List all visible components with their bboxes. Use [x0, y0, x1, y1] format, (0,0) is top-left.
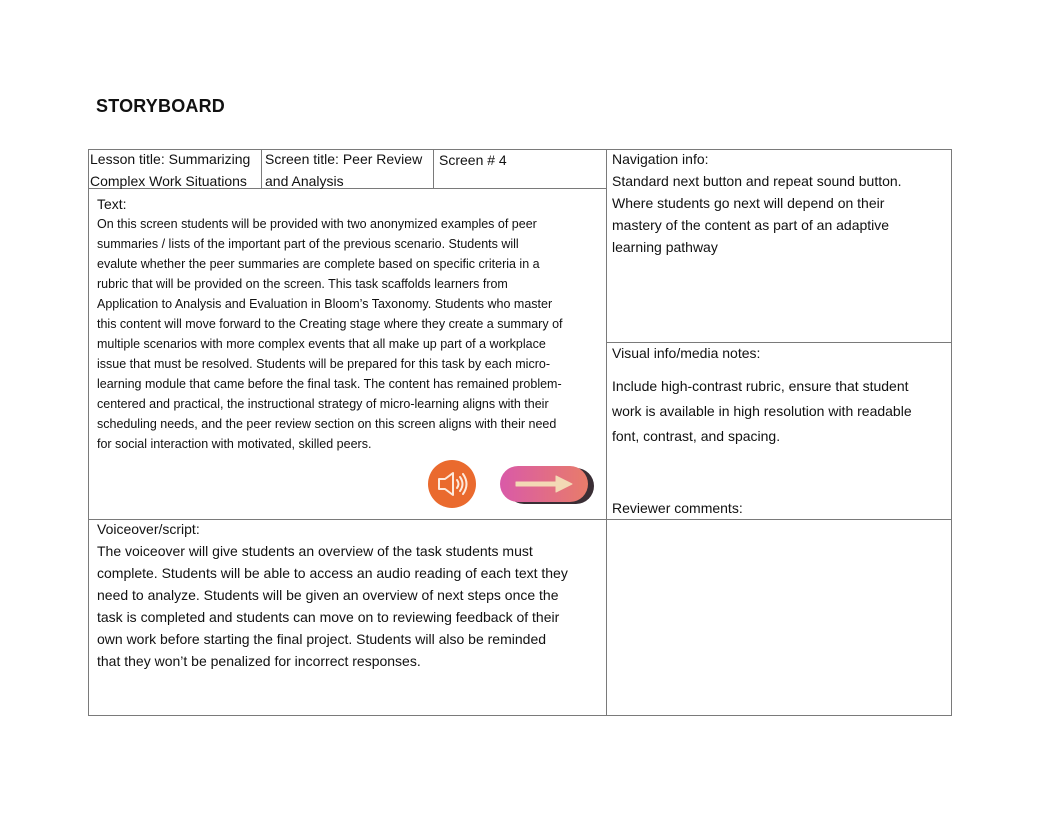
- text-line: centered and practical, the instructional strategy of micro-learning aligns with their: [97, 397, 549, 411]
- navigation-body: [612, 170, 948, 258]
- visual-line: Include high-contrast rubric, ensure that student: [612, 378, 909, 394]
- text-line: Application to Analysis and Evaluation in Bloom’s Taxonomy. Students who master: [97, 297, 553, 311]
- voiceover-body: [97, 540, 602, 672]
- text-label: Text:: [97, 196, 127, 212]
- text-body: [97, 214, 609, 454]
- voiceover-label: Voiceover/script:: [97, 521, 200, 537]
- text-line: evalute whether the peer summaries are complete based on specific criteria in a: [97, 257, 540, 271]
- text-line: issue that must be resolved. Students will be prepared for this task by each micro-: [97, 357, 550, 371]
- navigation-line: learning pathway: [612, 239, 718, 255]
- visual-label: Visual info/media notes:: [612, 345, 761, 361]
- visual-body: [612, 374, 948, 449]
- text-line: multiple scenarios with more complex events that all make up part of a workplace: [97, 337, 546, 351]
- arrow-right-icon: [512, 471, 576, 497]
- screen-title-line: and Analysis: [265, 173, 344, 189]
- speaker-icon: [435, 469, 469, 499]
- repeat-sound-button[interactable]: [428, 460, 476, 508]
- navigation-line: Where students go next will depend on their: [612, 195, 885, 211]
- next-button-face: [500, 466, 588, 502]
- navigation-line: Standard next button and repeat sound button.: [612, 173, 902, 189]
- screen-number: Screen # 4: [439, 152, 507, 168]
- screen-title-cell: [265, 148, 433, 192]
- text-line: scheduling needs, and the peer review section on this screen aligns with their need: [97, 417, 557, 431]
- lesson-title-line: Complex Work Situations: [90, 173, 247, 189]
- voiceover-line: The voiceover will give students an overview of the task students must: [97, 543, 533, 559]
- lesson-title-line: Lesson title: Summarizing: [90, 151, 251, 167]
- navigation-label: Navigation info:: [612, 151, 709, 167]
- voiceover-line: own work before starting the final project. Students will also be reminded: [97, 631, 547, 647]
- voiceover-line: complete. Students will be able to access an audio reading of each text they: [97, 565, 568, 581]
- visual-line: work is available in high resolution with readable: [612, 403, 912, 419]
- divider: [261, 149, 262, 189]
- next-button[interactable]: [500, 466, 594, 504]
- voiceover-line: task is completed and students can move on to reviewing feedback of their: [97, 609, 560, 625]
- text-line: On this screen students will be provided with two anonymized examples of peer: [97, 217, 537, 231]
- text-line: summaries / lists of the important part of the previous scenario. Students will: [97, 237, 519, 251]
- visual-line: font, contrast, and spacing.: [612, 428, 781, 444]
- page-title: STORYBOARD: [96, 96, 226, 116]
- navigation-line: mastery of the content as part of an adaptive: [612, 217, 890, 233]
- voiceover-line: need to analyze. Students will be given an overview of next steps once the: [97, 587, 559, 603]
- text-line: learning module that came before the final task. The content has remained problem-: [97, 377, 562, 391]
- lesson-title-cell: [90, 148, 260, 192]
- text-line: for social interaction with motivated, skilled peers.: [97, 437, 372, 451]
- screen-title-line: Screen title: Peer Review: [265, 151, 423, 167]
- text-line: rubric that will be provided on the screen. This task scaffolds learners from: [97, 277, 508, 291]
- reviewer-label: Reviewer comments:: [612, 500, 743, 516]
- divider: [433, 149, 434, 189]
- text-line: this content will move forward to the Creating stage where they create a summary of: [97, 317, 563, 331]
- divider: [606, 519, 952, 520]
- voiceover-line: that they won’t be penalized for incorrect responses.: [97, 653, 421, 669]
